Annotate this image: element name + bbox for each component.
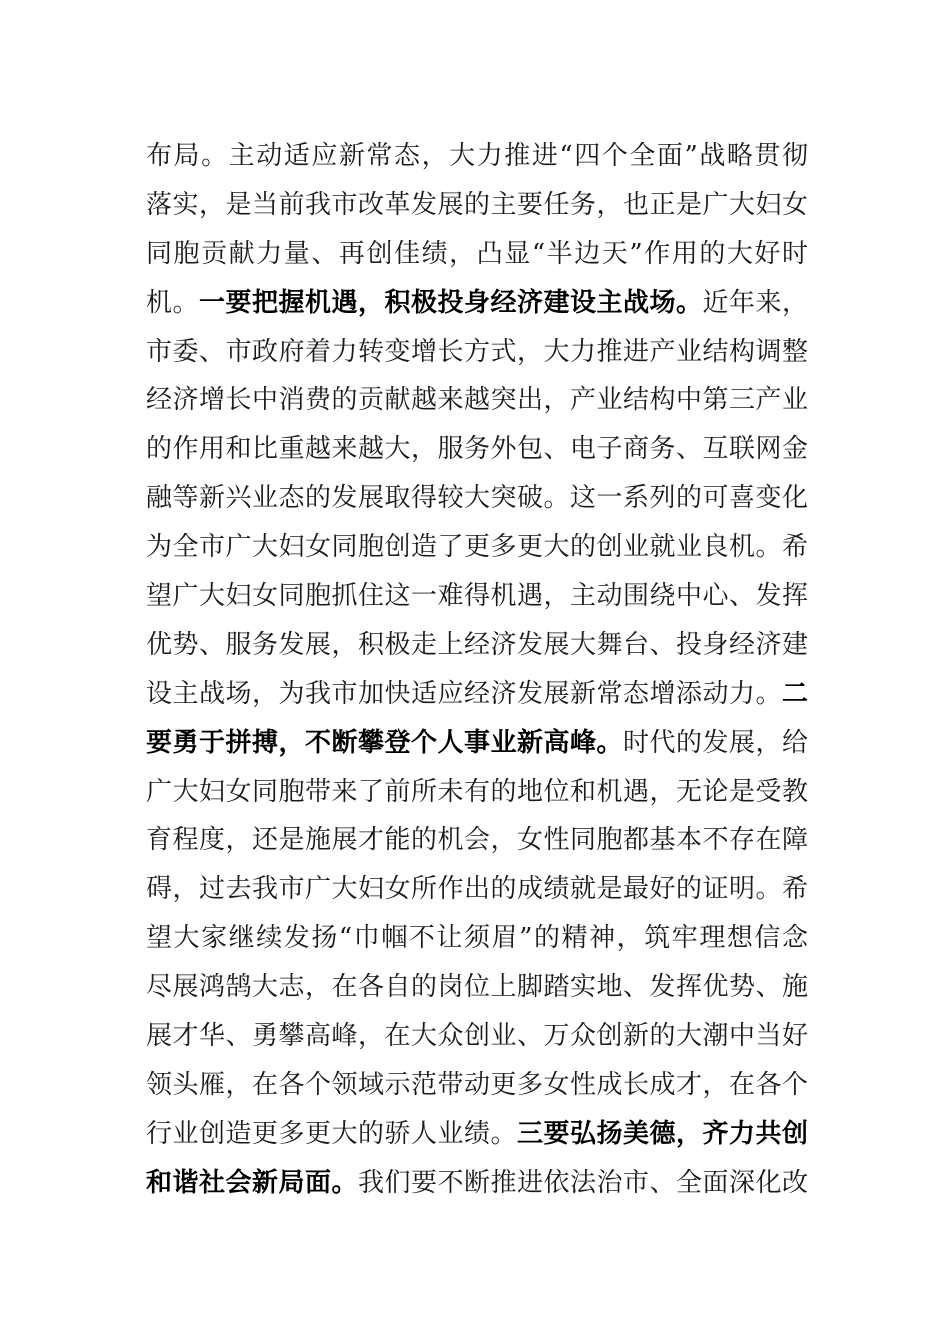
- bold-heading-text: 二: [781, 678, 808, 709]
- body-text-run: 碍，过去我市广大妇女所作出的成绩就是最好的证明。希: [146, 874, 808, 905]
- text-line: [146, 328, 808, 377]
- text-line: [146, 768, 808, 817]
- body-text-run: 行业创造更多更大的骄人业绩。: [146, 1118, 517, 1149]
- text-line: [146, 132, 808, 181]
- text-line: [146, 181, 808, 230]
- body-text-run: 的作用和比重越来越大，服务外包、电子商务、互联网金: [146, 434, 808, 465]
- body-text-run: 近年来，: [702, 287, 808, 318]
- body-text-run: 广大妇女同胞带来了前所未有的地位和机遇，无论是受教: [146, 776, 808, 807]
- bold-heading-text: 三要弘扬美德，齐力共创: [516, 1118, 808, 1149]
- text-line: [146, 376, 808, 425]
- body-text-run: 时代的发展，给: [622, 727, 808, 758]
- body-text-run: 展才华、勇攀高峰，在大众创业、万众创新的大潮中当好: [146, 1021, 808, 1052]
- text-line: [146, 1061, 808, 1110]
- body-text-run: 尽展鸿鹄大志，在各自的岗位上脚踏实地、发挥优势、施: [146, 972, 808, 1003]
- body-text-run: 落实，是当前我市改革发展的主要任务，也正是广大妇女: [146, 189, 808, 220]
- text-line: [146, 963, 808, 1012]
- text-line: [146, 279, 808, 328]
- body-text-run: 设主战场，为我市加快适应经济发展新常态增添动力。: [146, 678, 782, 709]
- body-text-run: 我们要不断推进依法治市、全面深化改: [358, 1167, 808, 1198]
- body-text-run: 优势、服务发展，积极走上经济发展大舞台、投身经济建: [146, 629, 808, 660]
- text-line: [146, 1110, 808, 1159]
- body-text-run: 融等新兴业态的发展取得较大突破。这一系列的可喜变化: [146, 483, 808, 514]
- text-line: [146, 914, 808, 963]
- text-line: [146, 1012, 808, 1061]
- body-text-run: 望大家继续发扬“巾帼不让须眉”的精神，筑牢理想信念: [146, 923, 808, 954]
- body-text-run: 经济增长中消费的贡献越来越突出，产业结构中第三产业: [146, 385, 808, 416]
- body-text: [146, 132, 808, 1208]
- bold-heading-text: 要勇于拼搏，不断攀登个人事业新高峰。: [146, 727, 623, 758]
- body-text-run: 望广大妇女同胞抓住这一难得机遇，主动围绕中心、发挥: [146, 581, 808, 612]
- text-line: [146, 1159, 808, 1208]
- text-line: [146, 230, 808, 279]
- text-line: [146, 621, 808, 670]
- body-text-run: 领头雁，在各个领域示范带动更多女性成长成才，在各个: [146, 1069, 808, 1100]
- body-text-run: 布局。主动适应新常态，大力推进“四个全面”战略贯彻: [146, 141, 808, 171]
- body-text-run: 为全市广大妇女同胞创造了更多更大的创业就业良机。希: [146, 532, 808, 563]
- text-line: [146, 865, 808, 914]
- text-line: [146, 670, 808, 719]
- body-text-run: 机。: [146, 287, 199, 318]
- text-line: [146, 816, 808, 865]
- text-line: [146, 572, 808, 621]
- text-line: [146, 523, 808, 572]
- body-text-run: 育程度，还是施展才能的机会，女性同胞都基本不存在障: [146, 825, 808, 856]
- bold-heading-text: 和谐社会新局面。: [146, 1167, 358, 1198]
- text-line: [146, 425, 808, 474]
- text-line: [146, 474, 808, 523]
- bold-heading-text: 一要把握机遇，积极投身经济建设主战场。: [199, 287, 703, 318]
- body-text-run: 同胞贡献力量、再创佳绩，凸显“半边天”作用的大好时: [146, 238, 808, 269]
- body-text-run: 市委、市政府着力转变增长方式，大力推进产业结构调整: [146, 336, 808, 367]
- text-line: [146, 719, 808, 768]
